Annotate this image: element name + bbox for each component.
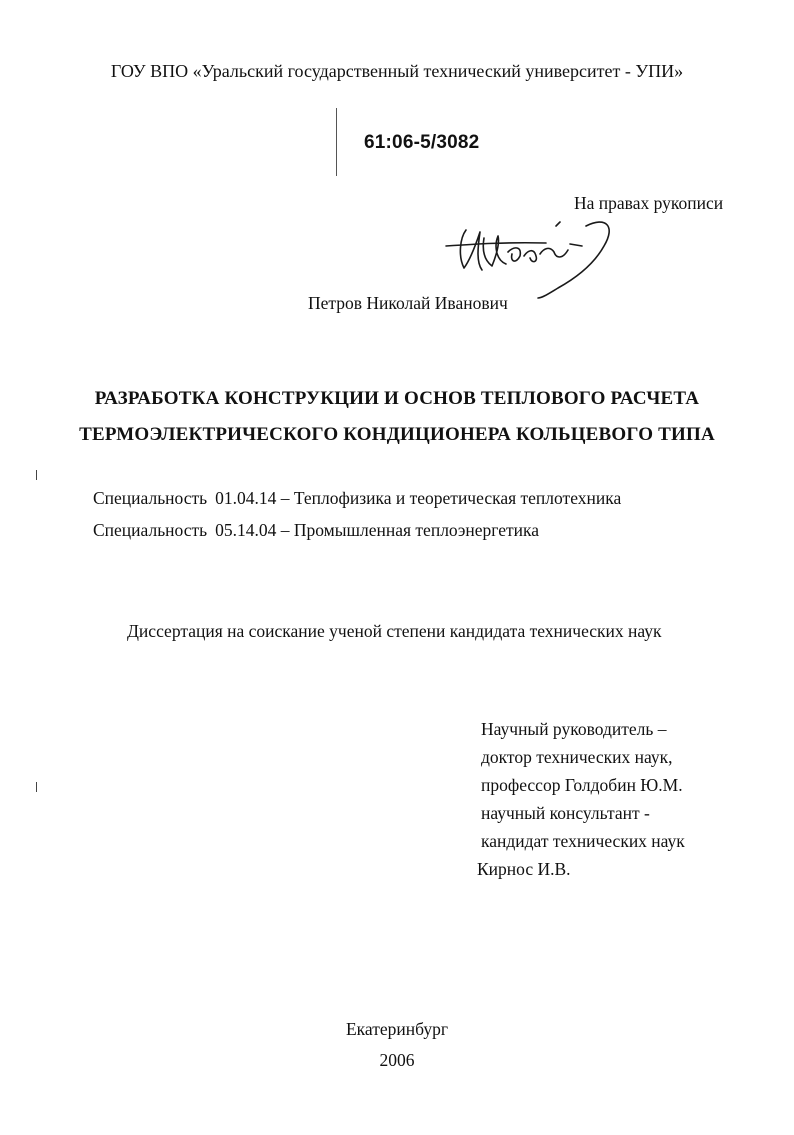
manuscript-rights-note: На правах рукописи [574, 193, 724, 213]
dissertation-degree-line: Диссертация на соискание ученой степени кандидата технических наук [127, 621, 662, 641]
margin-mark [36, 782, 37, 792]
supervisor-line: Научный руководитель – [481, 719, 667, 739]
year: 2006 [379, 1050, 415, 1070]
supervisor-line: профессор Голдобин Ю.М. [481, 775, 683, 795]
specialty-label: Специальность [93, 520, 208, 540]
specialty-label: Специальность [93, 488, 208, 508]
specialty-line-2 [93, 519, 539, 541]
institution-name: ГОУ ВПО «Уральский государственный технический университет - УПИ» [110, 61, 684, 81]
thesis-title-line-2: ТЕРМОЭЛЕКТРИЧЕСКОГО КОНДИЦИОНЕРА КОЛЬЦЕВОГО ТИПА [79, 424, 715, 445]
margin-mark [36, 470, 37, 480]
specialty-code: 01.04.14 [215, 488, 277, 508]
supervisor-line: доктор технических наук, [481, 747, 673, 767]
author-name: Петров Николай Иванович [308, 293, 508, 313]
specialty-code: 05.14.04 [215, 520, 277, 540]
consultant-line: Кирнос И.В. [477, 859, 571, 879]
consultant-line: кандидат технических наук [481, 831, 685, 851]
stamp-margin-line [336, 108, 337, 176]
specialty-line-1 [93, 487, 621, 509]
thesis-title-line-1: РАЗРАБОТКА КОНСТРУКЦИИ И ОСНОВ ТЕПЛОВОГО РАСЧЕТА [94, 388, 700, 409]
archive-stamp-code: 61:06-5/3082 [364, 132, 480, 153]
specialty-name: – Теплофизика и теоретическая теплотехника [280, 488, 622, 508]
city: Екатеринбург [345, 1019, 449, 1039]
specialty-name: – Промышленная теплоэнергетика [280, 520, 540, 540]
consultant-line: научный консультант - [481, 803, 650, 823]
